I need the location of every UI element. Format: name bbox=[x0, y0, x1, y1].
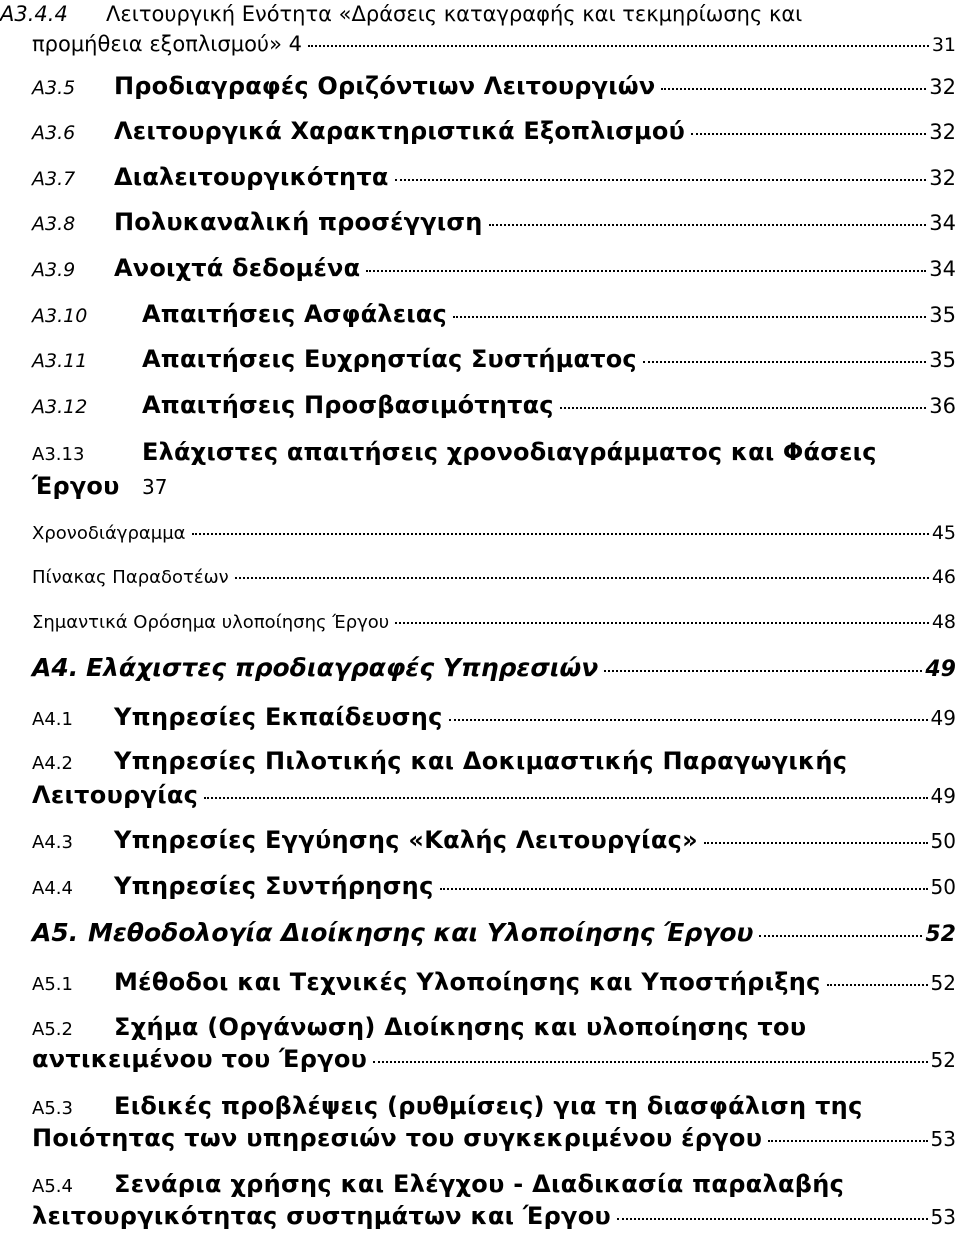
toc-entry-title: Σχήμα (Οργάνωση) Διοίκησης και υλοποίησης του bbox=[114, 1013, 807, 1041]
toc-entry[interactable] bbox=[32, 872, 956, 900]
toc-entry-title: Σημαντικά Ορόσημα υλοποίησης Έργου bbox=[32, 612, 390, 633]
toc-entry-title: Απαιτήσεις Ευχρηστίας Συστήματος bbox=[142, 345, 637, 373]
toc-entry-number: Α3.12 bbox=[32, 396, 88, 418]
toc-entry-title: Λειτουργικά Χαρακτηριστικά Εξοπλισμού bbox=[114, 117, 686, 145]
dot-leader bbox=[691, 133, 926, 135]
toc-entry-page: 34 bbox=[929, 257, 956, 281]
toc-entry-title: Χρονοδιάγραμμα bbox=[32, 523, 186, 544]
toc-entry-title: Ελάχιστες απαιτήσεις χρονοδιαγράμματος και Φάσεις bbox=[142, 438, 877, 466]
toc-entry-section[interactable] bbox=[32, 653, 956, 682]
toc-entry-title: Πολυκαναλική προσέγγιση bbox=[114, 208, 483, 236]
toc-entry-continuation[interactable] bbox=[32, 1045, 956, 1073]
dot-leader bbox=[395, 179, 927, 181]
toc-entry[interactable] bbox=[0, 2, 940, 26]
toc-entry-number: Α5.2 bbox=[32, 1019, 73, 1040]
toc-entry-number: Α3.4.4 bbox=[0, 2, 68, 26]
toc-entry-number: Α4. bbox=[32, 653, 79, 682]
dot-leader bbox=[395, 622, 929, 624]
dot-leader bbox=[204, 797, 927, 799]
toc-entry-number: Α3.5 bbox=[32, 77, 76, 99]
toc-entry[interactable] bbox=[32, 117, 956, 145]
toc-entry-title: Διαλειτουργικότητα bbox=[114, 163, 389, 191]
toc-entry-number: Α3.8 bbox=[32, 213, 76, 235]
dot-leader bbox=[768, 1140, 927, 1142]
toc-entry-number: Α3.7 bbox=[32, 168, 76, 190]
toc-entry-page: 50 bbox=[930, 875, 956, 899]
toc-entry-number: Α4.2 bbox=[32, 753, 73, 774]
dot-leader bbox=[661, 88, 926, 90]
toc-entry-continuation[interactable] bbox=[32, 472, 167, 500]
toc-entry-page: 48 bbox=[931, 611, 956, 633]
toc-entry-page: 53 bbox=[930, 1127, 956, 1151]
toc-entry-page: 49 bbox=[930, 706, 956, 730]
toc-entry-title: Υπηρεσίες Εκπαίδευσης bbox=[114, 703, 443, 731]
toc-entry[interactable] bbox=[32, 522, 956, 544]
dot-leader bbox=[489, 224, 927, 226]
dot-leader bbox=[604, 670, 922, 672]
toc-entry-page: 45 bbox=[931, 522, 956, 544]
toc-entry[interactable] bbox=[32, 1170, 844, 1198]
toc-entry-number: Α4.1 bbox=[32, 709, 73, 730]
toc-entry-continuation[interactable] bbox=[32, 781, 956, 809]
toc-entry[interactable] bbox=[32, 566, 956, 588]
toc-entry-page: 35 bbox=[929, 348, 956, 372]
toc-entry-title-cont: λειτουργικότητας συστημάτων και Έργου bbox=[32, 1202, 612, 1230]
toc-entry[interactable] bbox=[32, 826, 956, 854]
dot-leader bbox=[453, 316, 926, 318]
toc-entry-number: Α5.4 bbox=[32, 1176, 73, 1197]
toc-entry[interactable] bbox=[32, 703, 956, 731]
toc-entry[interactable] bbox=[32, 611, 956, 633]
dot-leader bbox=[643, 361, 926, 363]
toc-entry[interactable] bbox=[32, 968, 956, 996]
toc-entry-page: 31 bbox=[931, 34, 956, 56]
toc-entry-page: 49 bbox=[930, 784, 956, 808]
toc-entry[interactable] bbox=[32, 747, 847, 775]
toc-entry-continuation[interactable] bbox=[32, 32, 956, 56]
toc-entry-page: 52 bbox=[930, 971, 956, 995]
toc-entry[interactable] bbox=[32, 72, 956, 100]
dot-leader bbox=[704, 842, 928, 844]
toc-entry-title: Μεθοδολογία Διοίκησης και Υλοποίησης Έργου bbox=[88, 918, 754, 947]
toc-entry[interactable] bbox=[32, 438, 877, 466]
toc-entry-title: Ανοιχτά δεδομένα bbox=[114, 254, 361, 282]
dot-leader bbox=[449, 719, 928, 721]
toc-entry-title: Υπηρεσίες Εγγύησης «Καλής Λειτουργίας» bbox=[114, 826, 698, 854]
toc-entry-title-cont: αντικειμένου του Έργου bbox=[32, 1045, 368, 1073]
toc-entry-number: Α3.9 bbox=[32, 259, 76, 281]
dot-leader bbox=[759, 935, 922, 937]
toc-entry-page: 53 bbox=[930, 1205, 956, 1229]
dot-leader bbox=[308, 45, 929, 47]
toc-entry-title: Υπηρεσίες Συντήρησης bbox=[114, 872, 434, 900]
toc-entry-title: Απαιτήσεις Προσβασιμότητας bbox=[142, 391, 554, 419]
dot-leader bbox=[560, 407, 927, 409]
toc-entry[interactable] bbox=[32, 208, 956, 236]
toc-entry-page: 36 bbox=[929, 394, 956, 418]
toc-entry-page: 35 bbox=[929, 303, 956, 327]
toc-entry[interactable] bbox=[32, 163, 956, 191]
toc-entry-continuation[interactable] bbox=[32, 1124, 956, 1152]
dot-leader bbox=[440, 888, 928, 890]
toc-entry[interactable] bbox=[32, 300, 956, 328]
toc-entry-title: Προδιαγραφές Οριζόντιων Λειτουργιών bbox=[114, 72, 656, 100]
toc-entry[interactable] bbox=[32, 1013, 806, 1041]
toc-entry[interactable] bbox=[32, 345, 956, 373]
toc-entry-page: 49 bbox=[925, 657, 956, 682]
toc-entry-page: 32 bbox=[929, 75, 956, 99]
toc-entry-title: Ειδικές προβλέψεις (ρυθμίσεις) για τη διασφάλιση της bbox=[114, 1092, 863, 1120]
toc-entry-title: Πίνακας Παραδοτέων bbox=[32, 567, 229, 588]
dot-leader bbox=[617, 1218, 928, 1220]
dot-leader bbox=[192, 533, 929, 535]
toc-entry-page: 34 bbox=[929, 211, 956, 235]
toc-entry-title: Μέθοδοι και Τεχνικές Υλοποίησης και Υποστήριξης bbox=[114, 968, 821, 996]
toc-entry-page: 50 bbox=[930, 829, 956, 853]
toc-entry-title-cont: Ποιότητας των υπηρεσιών του συγκεκριμένου έργου bbox=[32, 1124, 763, 1152]
toc-entry[interactable] bbox=[32, 391, 956, 419]
toc-entry[interactable] bbox=[32, 1092, 863, 1120]
toc-entry-page: 32 bbox=[929, 120, 956, 144]
toc-entry-number: Α5.1 bbox=[32, 974, 73, 995]
dot-leader bbox=[827, 984, 928, 986]
toc-entry-title: Απαιτήσεις Ασφάλειας bbox=[142, 300, 447, 328]
toc-entry-page: 32 bbox=[929, 166, 956, 190]
toc-entry-number: Α5.3 bbox=[32, 1098, 73, 1119]
toc-entry-number: Α3.11 bbox=[32, 350, 88, 372]
toc-entry-title-cont: προμήθεια εξοπλισμού» 4 bbox=[32, 32, 302, 56]
dot-leader bbox=[235, 577, 929, 579]
toc-entry-number: Α3.10 bbox=[32, 305, 88, 327]
toc-entry-page: 52 bbox=[930, 1048, 956, 1072]
dot-leader bbox=[366, 270, 926, 272]
toc-entry-number: Α4.3 bbox=[32, 832, 73, 853]
toc-entry-title: Υπηρεσίες Πιλοτικής και Δοκιμαστικής Παραγωγικής bbox=[114, 747, 848, 775]
toc-entry-page: 52 bbox=[925, 922, 956, 947]
toc-entry-title: Ελάχιστες προδιαγραφές Υπηρεσιών bbox=[86, 653, 599, 682]
toc-entry-page: 46 bbox=[931, 566, 956, 588]
toc-entry-title: Σενάρια χρήσης και Ελέγχου - Διαδικασία παραλαβής bbox=[114, 1170, 845, 1198]
toc-entry-continuation[interactable] bbox=[32, 1202, 956, 1230]
toc-entry-number: Α4.4 bbox=[32, 878, 73, 899]
toc-entry-title-cont: Λειτουργίας bbox=[32, 781, 199, 809]
toc-entry-page: 37 bbox=[142, 475, 168, 499]
toc-entry-number: Α5. bbox=[32, 918, 79, 947]
dot-leader bbox=[373, 1061, 927, 1063]
toc-entry-title-cont: Έργου bbox=[32, 472, 120, 500]
toc-entry-section[interactable] bbox=[32, 918, 956, 947]
toc-entry-number: Α3.13 bbox=[32, 444, 85, 465]
toc-entry-number: Α3.6 bbox=[32, 122, 76, 144]
toc-entry-title: Λειτουργική Ενότητα «Δράσεις καταγραφής και τεκμηρίωσης και bbox=[106, 2, 803, 26]
toc-entry[interactable] bbox=[32, 254, 956, 282]
